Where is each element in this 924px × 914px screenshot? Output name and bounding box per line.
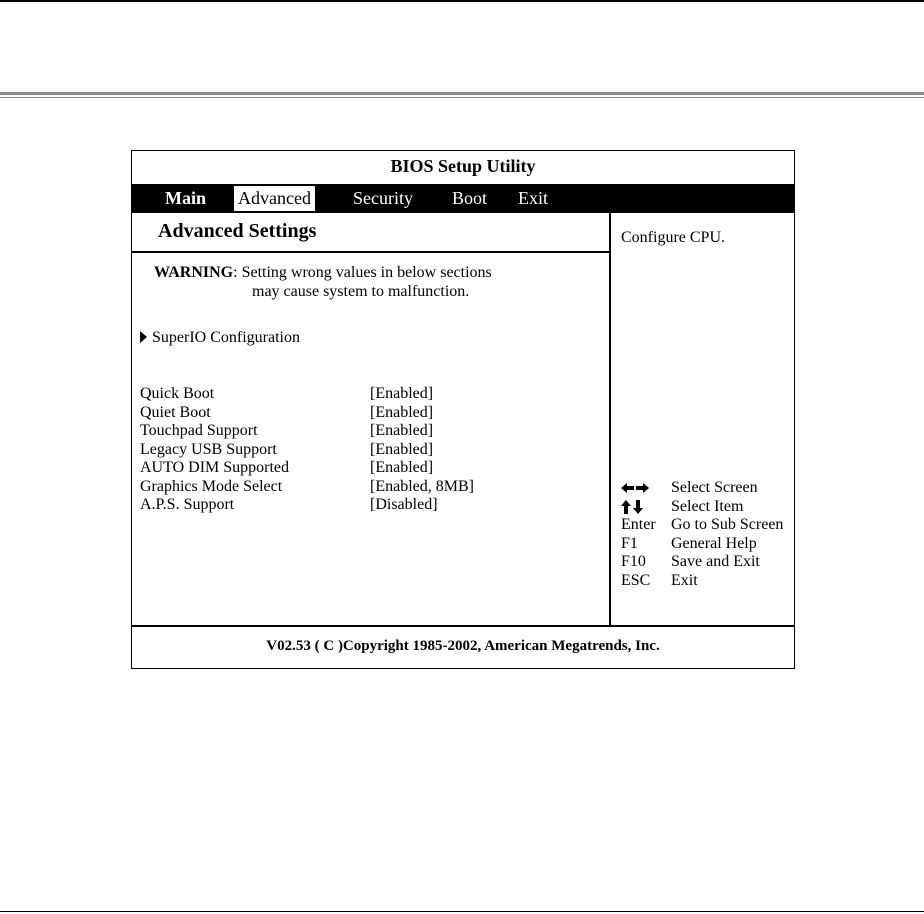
section-title: Advanced Settings: [158, 220, 317, 242]
tab-security[interactable]: Security: [353, 188, 413, 208]
setting-row[interactable]: [140, 496, 600, 515]
copyright-footer: V02.53 ( C )Copyright 1985-2002, American Megatrends, Inc.: [266, 638, 660, 654]
submenu-superio[interactable]: [140, 329, 300, 347]
tab-boot[interactable]: Boot: [452, 188, 488, 208]
setting-label: A.P.S. Support: [140, 496, 235, 513]
warning-line1: : Setting wrong values in below sections: [233, 264, 492, 281]
setting-label: Legacy USB Support: [140, 440, 277, 458]
setting-label: Quick Boot: [140, 385, 215, 402]
footer-divider: [132, 625, 794, 627]
key-row: [621, 479, 791, 498]
bios-title: BIOS Setup Utility: [390, 156, 536, 176]
key-desc: General Help: [671, 534, 757, 552]
setting-label: Touchpad Support: [140, 422, 258, 439]
warning-line2: may cause system to malfunction.: [252, 283, 470, 300]
setting-row[interactable]: [140, 478, 600, 497]
key-desc: Save and Exit: [671, 553, 760, 570]
warning-prefix: WARNING: [154, 264, 234, 281]
setting-value[interactable]: [Enabled]: [370, 440, 434, 458]
setting-label: AUTO DIM Supported: [140, 459, 290, 476]
setting-value[interactable]: [Enabled, 8MB]: [370, 477, 474, 495]
page-bottom-rule: [0, 911, 924, 912]
key-row: [621, 516, 791, 535]
setting-value[interactable]: [Disabled]: [370, 496, 438, 513]
key-row: [621, 498, 791, 517]
submenu-label: SuperIO Configuration: [152, 329, 300, 346]
up-down-arrows-icon: [621, 498, 643, 517]
key-label: F1: [621, 534, 638, 552]
key-label: ESC: [621, 571, 651, 589]
key-legend: [621, 479, 791, 590]
bios-window: [131, 150, 795, 669]
key-row: [621, 572, 791, 591]
setting-value[interactable]: [Enabled]: [370, 403, 434, 421]
key-row: [621, 535, 791, 554]
panel-divider: [609, 213, 611, 625]
key-desc: Exit: [671, 571, 698, 589]
setting-row[interactable]: [140, 459, 600, 478]
key-row: [621, 553, 791, 572]
setting-row[interactable]: [140, 385, 600, 404]
setting-label: Graphics Mode Select: [140, 477, 283, 495]
warning-message: [154, 263, 492, 301]
page-header-rule: [0, 92, 924, 99]
menu-bar: [132, 184, 794, 213]
key-desc: Go to Sub Screen: [671, 516, 784, 533]
page-top-rule: [0, 0, 924, 2]
tab-exit[interactable]: Exit: [518, 188, 548, 208]
setting-label: Quiet Boot: [140, 403, 211, 421]
section-divider: [132, 251, 609, 253]
key-desc: Select Screen: [671, 479, 758, 496]
setting-row[interactable]: [140, 404, 600, 423]
help-text: Configure CPU.: [621, 229, 725, 246]
setting-value[interactable]: [Enabled]: [370, 459, 434, 476]
setting-value[interactable]: [Enabled]: [370, 385, 434, 402]
tab-main[interactable]: Main: [165, 188, 207, 208]
settings-list: [140, 385, 600, 515]
left-right-arrows-icon: [621, 479, 649, 498]
tab-advanced[interactable]: Advanced: [234, 186, 315, 211]
key-label: F10: [621, 553, 646, 570]
submenu-arrow-icon: [140, 331, 147, 343]
setting-value[interactable]: [Enabled]: [370, 422, 434, 439]
key-label: Enter: [621, 516, 656, 533]
setting-row[interactable]: [140, 441, 600, 460]
key-desc: Select Item: [671, 497, 744, 515]
setting-row[interactable]: [140, 422, 600, 441]
